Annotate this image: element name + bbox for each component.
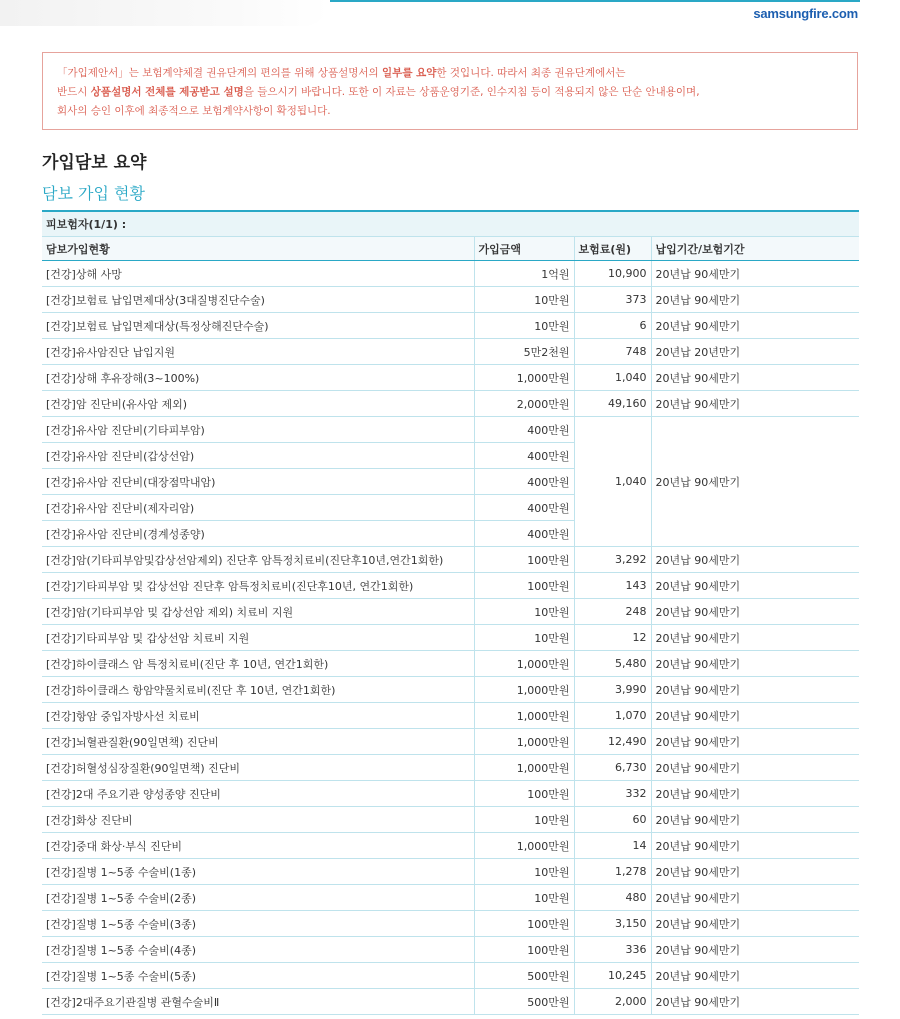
coverage-name: [건강]하이클래스 암 특정치료비(진단 후 10년, 연간1회한) [42, 651, 474, 677]
coverage-name: [건강]유사암진단 납입지원 [42, 339, 474, 365]
coverage-premium: 1,070 [574, 703, 651, 729]
coverage-amount: 100만원 [474, 547, 574, 573]
coverage-name: [건강]허혈성심장질환(90일면책) 진단비 [42, 755, 474, 781]
coverage-name: [건강]뇌혈관질환(90일면책) 진단비 [42, 729, 474, 755]
coverage-name: [건강]유사암 진단비(갑상선암) [42, 443, 474, 469]
coverage-amount: 1,000만원 [474, 703, 574, 729]
coverage-name: [건강]유사암 진단비(경계성종양) [42, 521, 474, 547]
table-row [42, 755, 859, 781]
table-row [42, 365, 859, 391]
coverage-amount: 10만원 [474, 313, 574, 339]
coverage-name: [건강]보험료 납입면제대상(특정상해진단수술) [42, 313, 474, 339]
insured-label: 피보험자(1/1) : [42, 211, 859, 237]
coverage-amount: 100만원 [474, 911, 574, 937]
table-row [42, 417, 859, 443]
notice-line-3: 회사의 승인 이후에 최종적으로 보험계약사항이 확정됩니다. [57, 105, 331, 117]
coverage-amount: 1,000만원 [474, 651, 574, 677]
coverage-period: 20년납 90세만기 [651, 729, 859, 755]
coverage-amount: 400만원 [474, 417, 574, 443]
coverage-name: [건강]중대 화상·부식 진단비 [42, 833, 474, 859]
coverage-amount: 1,000만원 [474, 833, 574, 859]
col-premium: 보험료(원) [574, 237, 651, 261]
insured-row [42, 211, 859, 237]
column-header-row [42, 237, 859, 261]
coverage-amount: 2,000만원 [474, 391, 574, 417]
col-period: 납입기간/보험기간 [651, 237, 859, 261]
coverage-amount: 1,000만원 [474, 677, 574, 703]
coverage-period: 20년납 90세만기 [651, 287, 859, 313]
col-coverage: 담보가입현황 [42, 237, 474, 261]
table-row [42, 547, 859, 573]
coverage-name: [건강]2대주요기관질병 관혈수술비Ⅱ [42, 989, 474, 1015]
coverage-period: 20년납 90세만기 [651, 833, 859, 859]
coverage-name: [건강]하이클래스 항암약물치료비(진단 후 10년, 연간1회한) [42, 677, 474, 703]
table-row [42, 833, 859, 859]
coverage-amount: 100만원 [474, 937, 574, 963]
coverage-name: [건강]기타피부암 및 갑상선암 치료비 지원 [42, 625, 474, 651]
table-row [42, 911, 859, 937]
coverage-amount: 100만원 [474, 781, 574, 807]
coverage-name: [건강]유사암 진단비(제자리암) [42, 495, 474, 521]
coverage-amount: 1,000만원 [474, 365, 574, 391]
coverage-name: [건강]질병 1~5종 수술비(2종) [42, 885, 474, 911]
coverage-name: [건강]암 진단비(유사암 제외) [42, 391, 474, 417]
coverage-amount: 10만원 [474, 625, 574, 651]
coverage-premium: 60 [574, 807, 651, 833]
table-row [42, 287, 859, 313]
table-row [42, 651, 859, 677]
coverage-premium: 748 [574, 339, 651, 365]
coverage-name: [건강]암(기타피부암및갑상선암제외) 진단후 암특정치료비(진단후10년,연간1회한) [42, 547, 474, 573]
coverage-name: [건강]질병 1~5종 수술비(3종) [42, 911, 474, 937]
table-row [42, 677, 859, 703]
coverage-premium: 14 [574, 833, 651, 859]
table-row [42, 339, 859, 365]
coverage-amount: 400만원 [474, 443, 574, 469]
table-row [42, 937, 859, 963]
coverage-premium: 373 [574, 287, 651, 313]
coverage-name: [건강]보험료 납입면제대상(3대질병진단수술) [42, 287, 474, 313]
coverage-premium: 12 [574, 625, 651, 651]
coverage-premium: 1,040 [574, 365, 651, 391]
coverage-name: [건강]질병 1~5종 수술비(1종) [42, 859, 474, 885]
coverage-period: 20년납 90세만기 [651, 313, 859, 339]
coverage-period: 20년납 90세만기 [651, 599, 859, 625]
coverage-amount: 10만원 [474, 599, 574, 625]
coverage-premium: 143 [574, 573, 651, 599]
coverage-period: 20년납 90세만기 [651, 963, 859, 989]
coverage-premium: 332 [574, 781, 651, 807]
coverage-name: [건강]2대 주요기관 양성종양 진단비 [42, 781, 474, 807]
table-row [42, 885, 859, 911]
coverage-period: 20년납 20년만기 [651, 339, 859, 365]
coverage-premium: 6 [574, 313, 651, 339]
coverage-period: 20년납 90세만기 [651, 885, 859, 911]
coverage-premium: 480 [574, 885, 651, 911]
coverage-period: 20년납 90세만기 [651, 547, 859, 573]
table-row [42, 261, 859, 287]
coverage-premium: 5,480 [574, 651, 651, 677]
group-period: 20년납 90세만기 [651, 417, 859, 547]
coverage-name: [건강]질병 1~5종 수술비(4종) [42, 937, 474, 963]
coverage-period: 20년납 90세만기 [651, 625, 859, 651]
group-premium: 1,040 [574, 417, 651, 547]
coverage-amount: 1,000만원 [474, 729, 574, 755]
coverage-amount: 500만원 [474, 989, 574, 1015]
coverage-period: 20년납 90세만기 [651, 937, 859, 963]
notice-box [42, 52, 858, 130]
coverage-name: [건강]기타피부암 및 갑상선암 진단후 암특정치료비(진단후10년, 연간1회한) [42, 573, 474, 599]
coverage-period: 20년납 90세만기 [651, 651, 859, 677]
section-subtitle: 담보 가입 현황 [42, 184, 145, 203]
coverage-premium: 2,000 [574, 989, 651, 1015]
company-logo[interactable]: samsungfire.com [753, 6, 858, 21]
coverage-premium: 12,490 [574, 729, 651, 755]
coverage-amount: 400만원 [474, 495, 574, 521]
coverage-premium: 3,292 [574, 547, 651, 573]
coverage-table [42, 210, 859, 1015]
table-row [42, 807, 859, 833]
table-row [42, 391, 859, 417]
table-row [42, 313, 859, 339]
coverage-amount: 5만2천원 [474, 339, 574, 365]
table-row [42, 703, 859, 729]
coverage-amount: 400만원 [474, 469, 574, 495]
coverage-name: [건강]상해 후유장해(3~100%) [42, 365, 474, 391]
coverage-period: 20년납 90세만기 [651, 391, 859, 417]
coverage-amount: 10만원 [474, 287, 574, 313]
coverage-premium: 6,730 [574, 755, 651, 781]
coverage-period: 20년납 90세만기 [651, 807, 859, 833]
table-row [42, 963, 859, 989]
col-amount: 가입금액 [474, 237, 574, 261]
coverage-period: 20년납 90세만기 [651, 703, 859, 729]
table-row [42, 599, 859, 625]
header-divider [330, 0, 860, 2]
table-row [42, 859, 859, 885]
coverage-premium: 3,990 [574, 677, 651, 703]
coverage-period: 20년납 90세만기 [651, 365, 859, 391]
coverage-premium: 1,278 [574, 859, 651, 885]
coverage-period: 20년납 90세만기 [651, 677, 859, 703]
coverage-name: [건강]암(기타피부암 및 갑상선암 제외) 치료비 지원 [42, 599, 474, 625]
coverage-period: 20년납 90세만기 [651, 261, 859, 287]
notice-line-2: 반드시 상품설명서 전체를 제공받고 설명을 들으시기 바랍니다. 또한 이 자료는 상품운영기준, 인수지침 등이 적용되지 않은 단순 안내용이며, [57, 86, 700, 98]
coverage-amount: 400만원 [474, 521, 574, 547]
blurred-header-area [0, 0, 330, 26]
coverage-period: 20년납 90세만기 [651, 755, 859, 781]
coverage-name: [건강]화상 진단비 [42, 807, 474, 833]
coverage-premium: 10,900 [574, 261, 651, 287]
coverage-period: 20년납 90세만기 [651, 911, 859, 937]
coverage-period: 20년납 90세만기 [651, 573, 859, 599]
coverage-name: [건강]상해 사망 [42, 261, 474, 287]
coverage-premium: 49,160 [574, 391, 651, 417]
coverage-premium: 248 [574, 599, 651, 625]
table-row [42, 625, 859, 651]
coverage-premium: 336 [574, 937, 651, 963]
coverage-amount: 10만원 [474, 807, 574, 833]
coverage-amount: 1,000만원 [474, 755, 574, 781]
coverage-amount: 1억원 [474, 261, 574, 287]
coverage-premium: 3,150 [574, 911, 651, 937]
table-row [42, 729, 859, 755]
table-row [42, 781, 859, 807]
coverage-name: [건강]질병 1~5종 수술비(5종) [42, 963, 474, 989]
coverage-premium: 10,245 [574, 963, 651, 989]
section-title: 가입담보 요약 [42, 153, 147, 173]
coverage-period: 20년납 90세만기 [651, 859, 859, 885]
table-row [42, 989, 859, 1015]
coverage-amount: 500만원 [474, 963, 574, 989]
coverage-period: 20년납 90세만기 [651, 781, 859, 807]
coverage-amount: 10만원 [474, 885, 574, 911]
table-row [42, 573, 859, 599]
coverage-name: [건강]유사암 진단비(대장점막내암) [42, 469, 474, 495]
coverage-amount: 10만원 [474, 859, 574, 885]
notice-line-1: 「가입제안서」는 보험계약체결 권유단계의 편의를 위해 상품설명서의 일부를 요약한 것입니다. 따라서 최종 권유단계에서는 [57, 67, 626, 79]
coverage-period: 20년납 90세만기 [651, 989, 859, 1015]
coverage-name: [건강]유사암 진단비(기타피부암) [42, 417, 474, 443]
coverage-amount: 100만원 [474, 573, 574, 599]
coverage-name: [건강]항암 중입자방사선 치료비 [42, 703, 474, 729]
